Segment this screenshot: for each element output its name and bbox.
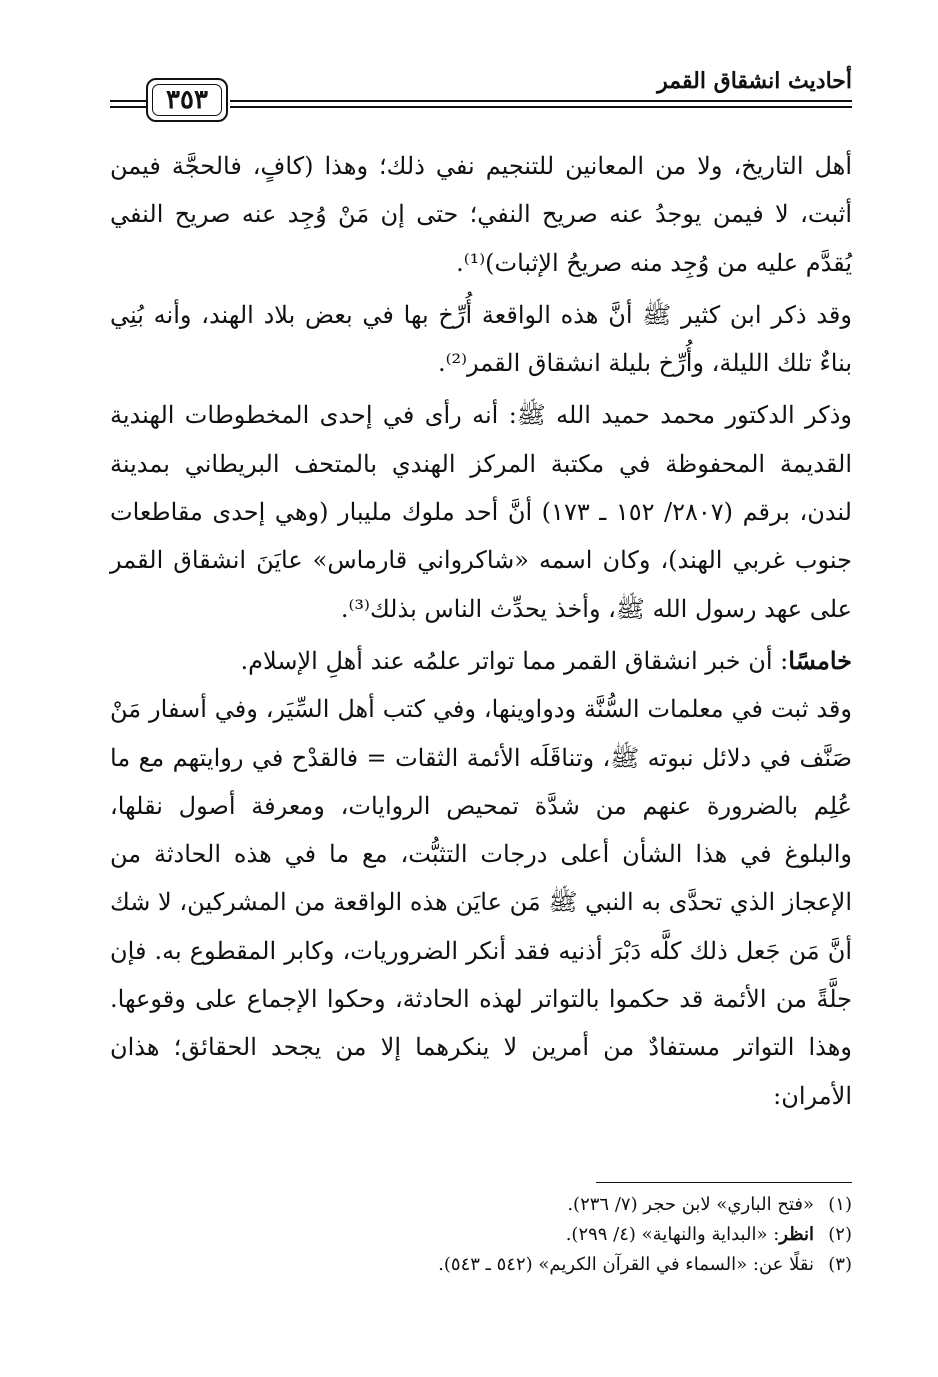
footnote-3 — [110, 1250, 852, 1280]
main-text — [110, 142, 852, 1120]
footnote-text: : «البداية والنهاية» (٤/ ٢٩٩). — [565, 1224, 780, 1245]
footnote-text: نقلًا عن: «السماء في القرآن الكريم» (٥٤٢ ـ ٥٤٣). — [438, 1254, 814, 1275]
footnote-bold-word: انظر — [779, 1224, 814, 1245]
footnote-2 — [110, 1220, 852, 1250]
running-title: أحاديث انشقاق القمر — [657, 68, 852, 94]
footnote-separator — [596, 1182, 852, 1183]
page-header — [110, 58, 852, 128]
paragraph-3: وذكر الدكتور محمد حميد الله ﷺ: أنه رأى في إحدى المخطوطات الهندية القديمة المحفوظة في مكتبة المركز الهندي بالمتحف البريطاني بمدينة لندن، برقم (٢٨٠٧/ ١٥٢ ـ ١٧٣) أنَّ أحد ملوك مليبار (وهي إحدى مقاطعات جنوب غربي الهند)، وكان اسمه «شاكرواني قارماس» عايَنَ انشقاق القمر على عهد رسول الله ﷺ، وأخذ يحدِّث الناس بذلك⁽³⁾. — [110, 401, 853, 623]
footnote-number: (١) — [828, 1194, 852, 1215]
header-rule — [230, 100, 852, 102]
header-rule-left-double — [110, 106, 146, 108]
paragraph-4-text: : أن خبر انشقاق القمر مما تواتر علمُه عند أهلِ الإسلام. — [240, 646, 789, 675]
paragraph-1: أهل التاريخ، ولا من المعانين للتنجيم نفي ذلك؛ وهذا (كافٍ، فالحجَّة فيمن أثبت، لا فيمن يوجدُ عنه صريح النفي؛ حتى إن مَنْ وُجِد عنه صريح النفي يُقدَّم عليه من وُجِد منه صريحُ الإثبات)⁽¹⁾. — [110, 152, 852, 277]
paragraph-2: وقد ذكر ابن كثير ﷺ أنَّ هذه الواقعة أُرِّخ بها في بعض بلاد الهند، وأنه بُنِي بناءٌ تلك الليلة، وأُرِّخ بليلة انشقاق القمر⁽²⁾. — [110, 300, 852, 378]
paragraph-4 — [110, 637, 852, 685]
header-rule-double — [230, 106, 852, 108]
footnote-number: (٣) — [828, 1254, 852, 1275]
footnote-number: (٢) — [828, 1224, 852, 1245]
header-rule-left — [110, 100, 146, 102]
footnotes — [110, 1190, 852, 1280]
paragraph-5: وقد ثبت في معلمات السُّنَّة ودواوينها، وفي كتب أهل السِّيَر، وفي أسفار مَنْ صَنَّف في دلائل نبوته ﷺ، وتناقَلَه الأئمة الثقات = فالقدْح في روايتهم مع ما عُلِم بالضرورة عنهم من شدَّة تمحيص الروايات، ومعرفة أصول نقلها، والبلوغ في هذا الشأن أعلى درجات التثبُّت، مع ما في هذه الحادثة من الإعجاز الذي تحدَّى به النبي ﷺ مَن عايَن هذه الواقعة من المشركين، لا شك أنَّ مَن جَعل ذلك كلَّه دَبْرَ أذنيه فقد أنكر الضروريات، وكابر المقطوع به. فإن جلَّةً من الأئمة قد حكموا بالتواتر لهذه الحادثة، وحكوا الإجماع على وقوعها. وهذا التواتر مستفادٌ من أمرين لا ينكرهما إلا من يجحد الحقائق؛ هذان الأمران: — [110, 695, 853, 1110]
footnote-1 — [110, 1190, 852, 1220]
footnote-text: «فتح الباري» لابن حجر (٧/ ٢٣٦). — [567, 1194, 814, 1215]
paragraph-4-lead: خامسًا — [788, 645, 852, 675]
page-number-frame — [146, 78, 228, 122]
page-number: ٣٥٣ — [166, 85, 208, 115]
